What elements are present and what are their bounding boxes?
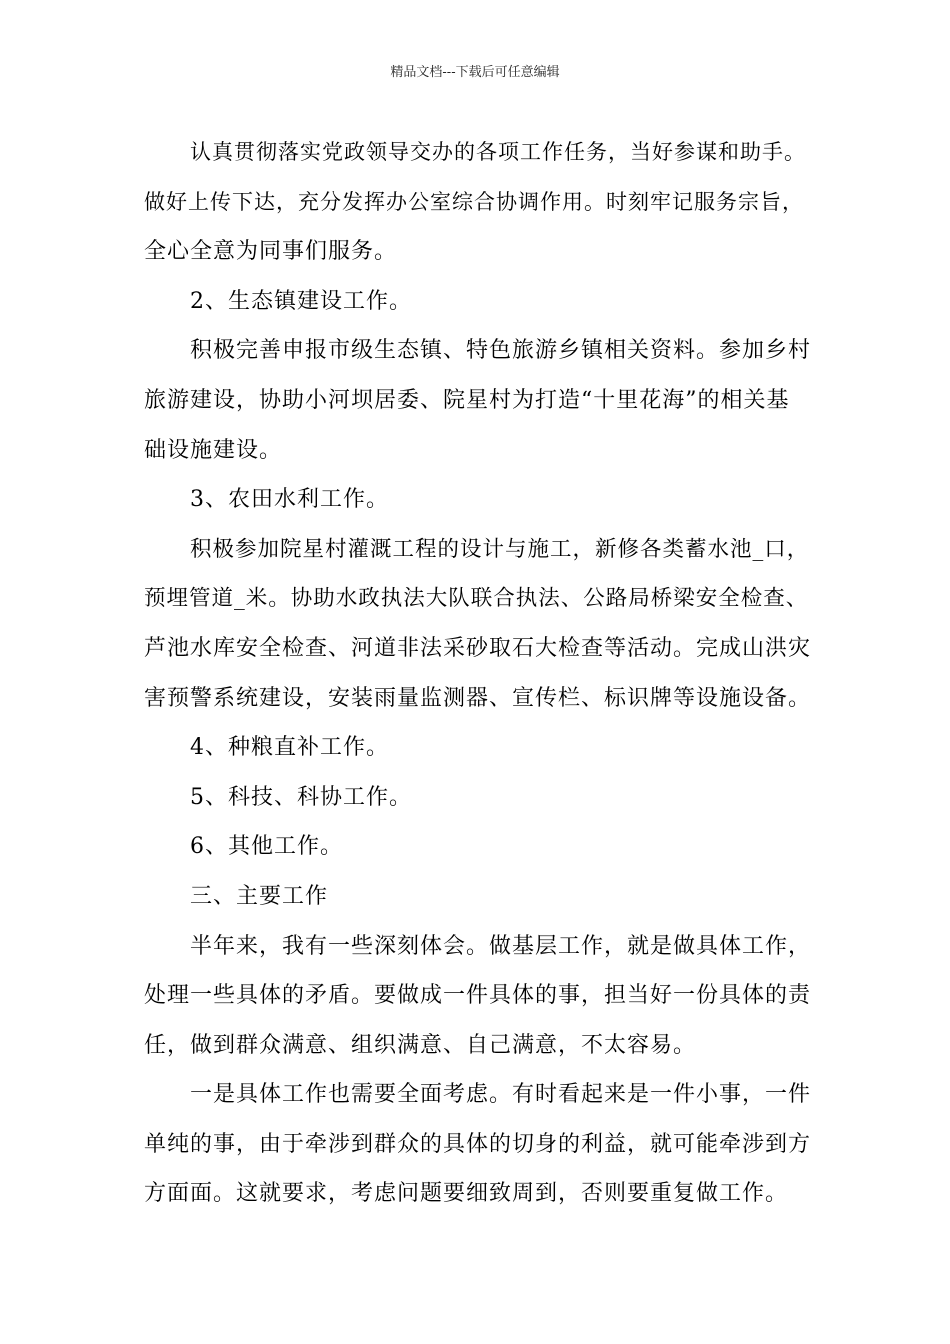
section-heading: 6、其他工作。 bbox=[190, 834, 343, 860]
section-heading: 5、科技、科协工作。 bbox=[190, 784, 412, 810]
text-line: 害预警系统建设，安装雨量监测器、宣传栏、标识牌等设施设备。 bbox=[144, 685, 812, 711]
text-line: 半年来，我有一些深刻体会。做基层工作，就是做具体工作， bbox=[190, 933, 812, 959]
text-line: 单纯的事，由于牵涉到群众的具体的切身的利益，就可能牵涉到方 bbox=[144, 1131, 812, 1157]
text-line: 芦池水库安全检查、河道非法采砂取石大检查等活动。完成山洪灾 bbox=[144, 635, 812, 661]
text-line: 方面面。这就要求，考虑问题要细致周到，否则要重复做工作。 bbox=[144, 1181, 789, 1207]
text-line: 做好上传下达，充分发挥办公室综合协调作用。时刻牢记服务宗旨， bbox=[144, 189, 804, 214]
text-line: 任，做到群众满意、组织满意、自己满意，不太容易。 bbox=[144, 1032, 697, 1058]
section-heading: 4、种粮直补工作。 bbox=[190, 735, 389, 761]
text-line: 础设施建设。 bbox=[144, 437, 283, 463]
page-header: 精品文档---下载后可任意编辑 bbox=[390, 65, 560, 80]
text-line: 积极完善申报市级生态镇、特色旅游乡镇相关资料。参加乡村 bbox=[190, 338, 812, 364]
section-heading: 三、主要工作 bbox=[190, 883, 329, 909]
text-line: 处理一些具体的矛盾。要做成一件具体的事，担当好一份具体的责 bbox=[144, 983, 812, 1009]
text-line: 预埋管道_米。协助水政执法大队联合执法、公路局桥梁安全检查、 bbox=[144, 586, 809, 612]
document-body bbox=[144, 128, 816, 1219]
text-line: 认真贯彻落实党政领导交办的各项工作任务，当好参谋和助手。 bbox=[190, 140, 806, 164]
text-line: 全心全意为同事们服务。 bbox=[144, 239, 398, 265]
text-line: 积极参加院星村灌溉工程的设计与施工，新修各类蓄水池_口， bbox=[190, 536, 810, 562]
text-line: 旅游建设，协助小河坝居委、院星村为打造“十里花海”的相关基 bbox=[144, 387, 790, 413]
section-heading: 2、生态镇建设工作。 bbox=[190, 288, 412, 314]
text-line: 一是具体工作也需要全面考虑。有时看起来是一件小事，一件 bbox=[190, 1082, 812, 1108]
section-heading: 3、农田水利工作。 bbox=[190, 487, 389, 513]
